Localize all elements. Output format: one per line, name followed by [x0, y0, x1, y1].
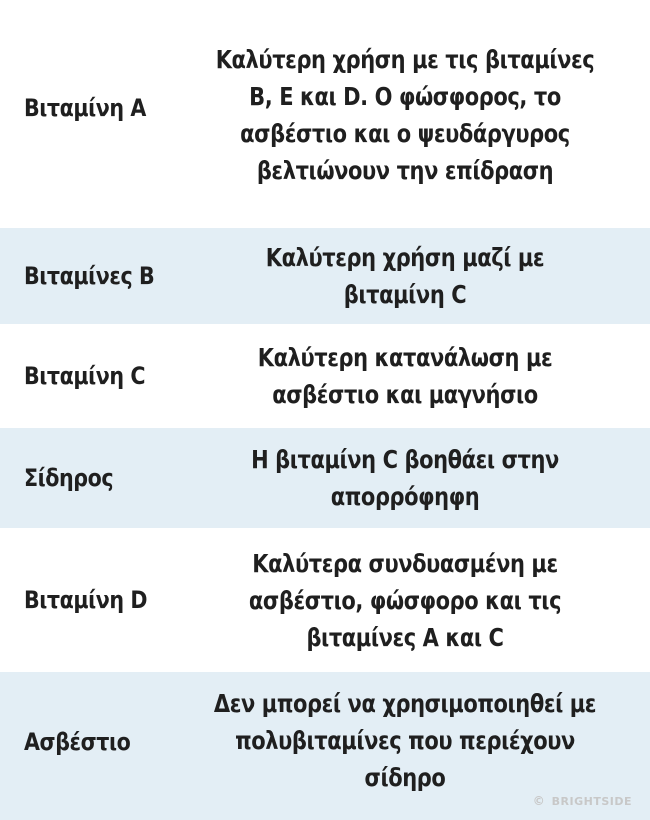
nutrient-name: Ασβέστιο	[24, 728, 131, 756]
combination-text: Καλύτερη χρήση με τις βιταμίνες Β, Ε και D. Ο φώσφορος, το ασβέστιο και ο ψευδάργυρος βελτιώνουν την επίδραση	[215, 45, 595, 185]
nutrient-name: Βιταμίνη Α	[24, 94, 146, 122]
combination-text: Καλύτερη χρήση μαζί με βιταμίνη C	[265, 243, 545, 309]
combination-advice	[170, 428, 640, 528]
combination-advice	[170, 228, 640, 324]
copyright-icon: ©	[532, 794, 546, 808]
brightside-watermark	[533, 794, 632, 808]
table-row-vitamin-a	[0, 0, 650, 228]
table-row-iron	[0, 428, 650, 528]
combination-text: Καλύτερα συνδυασμένη με ασβέστιο, φώσφορο και τις βιταμίνες Α και C	[248, 548, 562, 652]
combination-text: Δεν μπορεί να χρησιμοποιηθεί με πολυβιταμίνες που περιέχουν σίδηρο	[213, 688, 597, 792]
combination-advice	[170, 324, 640, 428]
table-row-calcium	[0, 672, 650, 820]
table-row-vitamin-c	[0, 324, 650, 428]
nutrient-name: Βιταμίνη D	[24, 586, 148, 614]
nutrient-name: Σίδηρος	[24, 464, 114, 492]
table-row-vitamin-d	[0, 528, 650, 672]
table-row-vitamins-b	[0, 228, 650, 324]
nutrient-name: Βιταμίνη C	[24, 362, 146, 390]
combination-advice	[170, 528, 640, 672]
combination-text: Καλύτερη κατανάλωση με ασβέστιο και μαγνήσιο	[257, 343, 553, 409]
nutrient-name: Βιταμίνες Β	[24, 262, 155, 290]
combination-text: Η βιταμίνη C βοηθάει στην απορρόφηφη	[251, 445, 559, 511]
watermark-text: BRIGHTSIDE	[551, 795, 632, 808]
combination-advice	[170, 2, 640, 228]
